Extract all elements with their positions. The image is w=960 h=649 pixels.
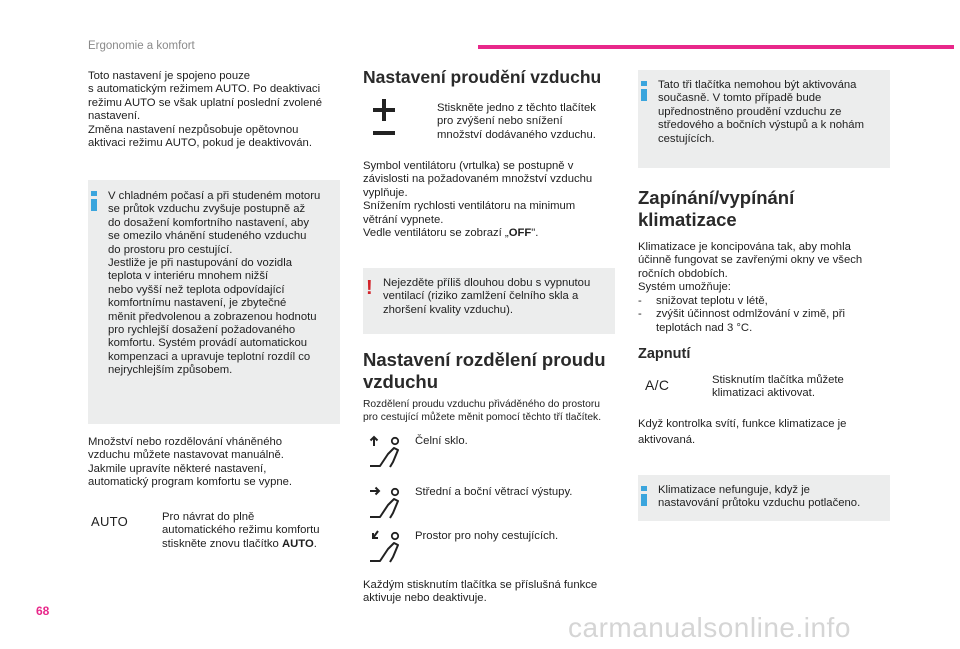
flow-instruction: Stiskněte jedno z těchto tlačítek pro zvýšení nebo snížení množství dodávaného vzduchu. — [437, 102, 596, 141]
switch-on-instruction: Stisknutím tlačítka můžete klimatizaci aktivovat. — [712, 374, 844, 400]
ac-heading: Zapínání/vypínání klimatizace — [638, 187, 795, 230]
switch-on-heading: Zapnutí — [638, 346, 691, 362]
page-number: 68 — [36, 604, 50, 618]
fan-paragraph: Symbol ventilátoru (vrtulka) se postupně v závislosti na požadovaném množství vzduchu vyplňuje. Snížením rychlosti ventilátoru na minimum větrání vypnete. Vedle ventilátoru se zobrazí „OFF". — [363, 160, 593, 240]
info-icon — [641, 89, 647, 101]
info-icon — [641, 494, 647, 506]
intro-paragraph: Toto nastavení je spojeno pouze s automatickým režimem AUTO. Po deaktivaci režimu AUTO se však uplatní poslední zvolené nastavení. Změna nastavení nezpůsobuje opětovnou aktivaci režimu AUTO, pokud je deaktivován. — [88, 70, 323, 150]
option-footwell-label: Prostor pro nohy cestujících. — [415, 530, 559, 542]
auto-button-label: AUTO — [91, 514, 129, 529]
info-note-ac-disabled: Klimatizace nefunguje, když je nastavování průtoku vzduchu potlačeno. — [638, 475, 890, 521]
list-item: - snižovat teplotu v létě, — [638, 295, 768, 307]
indicator-paragraph: Když kontrolka svítí, funkce klimatizace je aktivovaná. — [638, 418, 847, 446]
toggle-paragraph: Každým stisknutím tlačítka se příslušná funkce aktivuje nebo deaktivuje. — [363, 579, 598, 605]
manual-paragraph: Množství nebo rozdělování vháněného vzduchu můžete nastavovat manuálně. Jakmile upravíte některé nastavení, automatický program komfortu se vypne. — [88, 436, 293, 489]
warning-icon: ! — [366, 277, 373, 299]
option-windscreen-label: Čelní sklo. — [415, 435, 468, 447]
info-note-priority: Tato tři tlačítka nemohou být aktivována současně. V tomto případě bude upřednostněno proudění vzduchu ze středového a bočních výstupů a k nohám cestujících. — [638, 70, 890, 168]
ac-list: - snižovat teplotu v létě, - zvýšit účinnost odmlžování v zimě, při teplotách nad 3 °C. — [638, 295, 845, 334]
windscreen-vent-icon — [366, 434, 406, 470]
airflow-heading: Nastavení proudění vzduchu — [363, 67, 602, 87]
section-title: Ergonomie a komfort — [88, 40, 195, 52]
ac-paragraph: Klimatizace je koncipována tak, aby mohla účinně fungovat se zavřenými okny ve všech ročních obdobích. Systém umožňuje: — [638, 241, 863, 294]
footwell-vent-icon — [366, 529, 406, 565]
warning-note: ! Nejezděte příliš dlouhou dobu s vypnutou ventilací (riziko zamlžení čelního skla a zhoršení kvality vzduchu). — [363, 268, 615, 334]
ac-button-label: A/C — [645, 377, 670, 393]
watermark: carmanualsonline.info — [568, 612, 851, 643]
distribution-intro: Rozdělení proudu vzduchu přiváděného do prostoru pro cestující můžete měnit pomocí těchto tří tlačítek. — [363, 399, 602, 423]
plus-icon — [373, 99, 395, 121]
minus-icon — [373, 131, 395, 135]
center-side-vent-icon — [366, 485, 406, 521]
info-note-cold-weather: V chladném počasí a při studeném motoru se průtok vzduchu zvyšuje postupně až do dosažení komfortního nastavení, aby se omezilo vhánění studeného vzduchu do prostoru pro cestující. Jestliže je při nastupování do vozidla teplota v interiéru mnohem nižší nebo vyšší než teplota odpovídající komfortnímu nastavení, je zbytečné měnit předvolenou a zobrazenou hodnotu pro rychlejší dosažení požadovaného komfortu. Systém provádí automatickou kompenzaci a upravuje teplotní rozdíl co nejrychlejším způsobem. — [88, 180, 340, 424]
list-item: - zvýšit účinnost odmlžování v zimě, při — [638, 308, 845, 321]
info-icon — [91, 199, 97, 211]
option-center-side-label: Střední a boční větrací výstupy. — [415, 486, 573, 498]
distribution-heading: Nastavení rozdělení proudu vzduchu — [363, 349, 606, 392]
auto-instruction: Pro návrat do plně automatického režimu komfortu stiskněte znovu tlačítko AUTO. — [162, 511, 320, 550]
header-accent-bar — [478, 45, 954, 49]
